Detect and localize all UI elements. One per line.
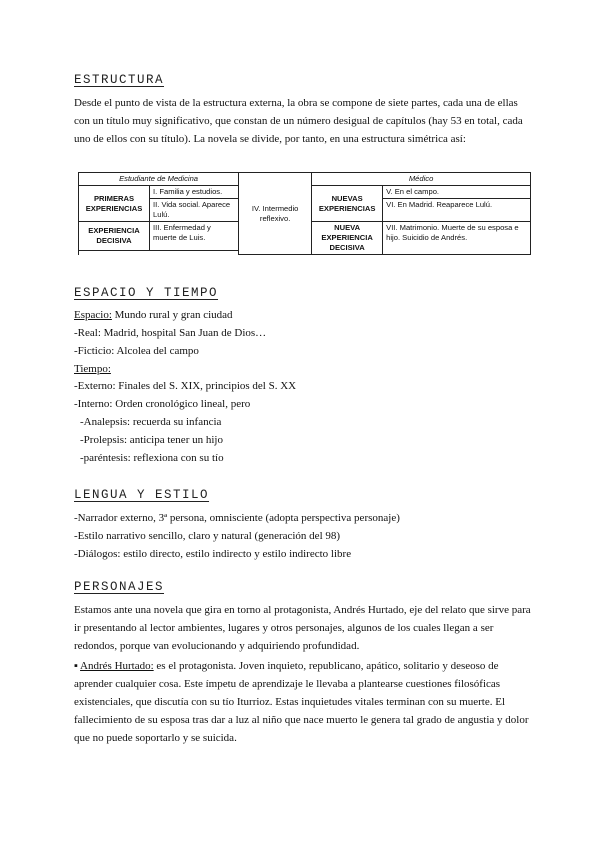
left-part-1: I. Familia y estudios.	[150, 186, 239, 199]
table-header-left: Estudiante de Medicina	[79, 173, 239, 186]
structure-table	[78, 172, 531, 255]
heading-personajes: PERSONAJES	[74, 580, 165, 594]
bullet: ▪	[74, 660, 81, 672]
tiempo-analepsis: -Analepsis: recuerda su infancia	[80, 416, 222, 428]
left-empty-gap	[79, 250, 239, 255]
personajes-intro: Estamos ante una novela que gira en torno al protagonista, Andrés Hurtado, eje del relato que sirve para ir presentando al lector ambientes, lugares y otros personajes, algunos de los cuales llegan a ser redondos, porque van evolucionando y adquiriendo profundidad.	[74, 604, 531, 652]
left-part-3: III. Enfermedad y muerte de Luis.	[150, 222, 239, 251]
tiempo-parentesis: -paréntesis: reflexiona con su tío	[80, 452, 224, 464]
andres-label: Andrés Hurtado:	[80, 660, 154, 672]
espacio-line	[74, 307, 233, 324]
right-category-nueva-decisiva: NUEVA EXPERIENCIA DECISIVA	[312, 222, 383, 255]
espacio-real: -Real: Madrid, hospital San Juan de Dios…	[74, 327, 267, 339]
espacio-ficticio: -Ficticio: Alcolea del campo	[74, 345, 199, 357]
tiempo-prolepsis: -Prolepsis: anticipa tener un hijo	[80, 434, 223, 446]
andres-description: es el protagonista. Joven inquieto, republicano, apático, solitario y deseoso de aprender cualquier cosa. Este ímpetu de aprendizaje le llevaba a plantearse cuestiones filosóficas existenciales, que discutía con su tío Iturrioz. Estas inquietudes vitales terminan con su muerte. El fallecimiento de su esposa tras dar a luz al niño que nace muerto le genera tal grado de angustia y dolor que no puede soportarlo y se suicida.	[74, 660, 529, 744]
left-category-primeras: PRIMERAS EXPERIENCIAS	[79, 186, 150, 222]
espacio-value: Mundo rural y gran ciudad	[111, 309, 233, 321]
right-part-3: VII. Matrimonio. Muerte de su esposa e hijo. Suicidio de Andrés.	[383, 222, 531, 255]
right-category-nuevas: NUEVAS EXPERIENCIAS	[312, 186, 383, 222]
table-header-right: Médico	[312, 173, 531, 186]
espacio-label: Espacio:	[74, 309, 112, 321]
personaje-andres	[74, 657, 532, 747]
lengua-line-3: -Diálogos: estilo directo, estilo indirecto y estilo indirecto libre	[74, 548, 352, 560]
heading-estructura: ESTRUCTURA	[74, 73, 165, 87]
left-category-decisiva: EXPERIENCIA DECISIVA	[79, 222, 150, 251]
heading-espacio-tiempo: ESPACIO Y TIEMPO	[74, 286, 219, 300]
heading-lengua-estilo: LENGUA Y ESTILO	[74, 488, 210, 502]
estructura-paragraph: Desde el punto de vista de la estructura externa, la obra se compone de siete partes, cada una de ellas con un título muy significativo, que constan de un número desigual de capítulos (hay 53 en total, cada uno de ellos con su título). La novela se divide, por tanto, en una estructura simétrica así:	[74, 97, 523, 145]
table-center-part: IV. Intermedio reflexivo.	[239, 173, 312, 255]
tiempo-interno: -Interno: Orden cronológico lineal, pero	[74, 398, 251, 410]
lengua-line-2: -Estilo narrativo sencillo, claro y natural (generación del 98)	[74, 530, 341, 542]
tiempo-externo: -Externo: Finales del S. XIX, principios del S. XX	[74, 380, 297, 392]
tiempo-label: Tiempo:	[74, 363, 111, 375]
lengua-line-1: -Narrador externo, 3ª persona, omnisciente (adopta perspectiva personaje)	[74, 512, 400, 524]
right-part-2: VI. En Madrid. Reaparece Lulú.	[383, 199, 531, 222]
left-part-2: II. Vida social. Aparece Lulú.	[150, 199, 239, 222]
right-part-1: V. En el campo.	[383, 186, 531, 199]
